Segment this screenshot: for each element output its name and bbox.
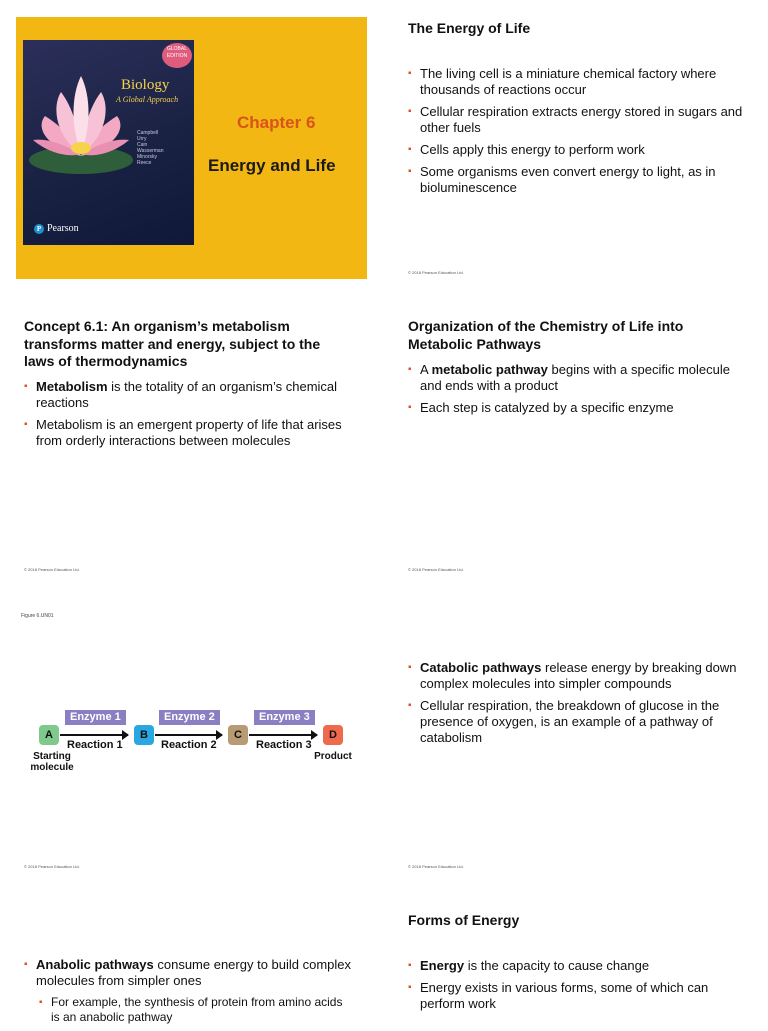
copyright-footer: © 2018 Pearson Education Ltd. [408, 567, 464, 572]
enzyme-1-label: Enzyme 1 [65, 710, 126, 725]
molecule-a-node: A [39, 725, 59, 745]
publisher-name: Pearson [47, 223, 79, 234]
slide-title: Concept 6.1: An organism’s metabolism transforms matter and energy, subject to the laws of thermodynamics [24, 318, 321, 369]
bullet-item: ▪ Each step is catalyzed by a specific enzyme [408, 400, 738, 416]
copyright-footer: © 2018 Pearson Education Ltd. [24, 567, 80, 572]
slide-energy-of-life [408, 20, 748, 202]
slide-title: The Energy of Life [408, 20, 531, 36]
bullet-item: ▪ Cellular respiration, the breakdown of glucose in the presence of oxygen, is an example of a pathway of catabolism [408, 698, 738, 746]
bullet-list [408, 958, 738, 1012]
slide-catabolic-pathways [408, 660, 738, 752]
molecule-c-node: C [228, 725, 248, 745]
copyright-footer: © 2018 Pearson Education Ltd. [408, 864, 464, 869]
bullet-item: ▪ Energy exists in various forms, some of which can perform work [408, 980, 738, 1012]
global-edition-badge: GLOBAL EDITION [162, 43, 192, 68]
pearson-icon: P [34, 224, 44, 234]
bullet-list [24, 379, 354, 449]
metabolic-pathway-diagram [18, 700, 358, 782]
figure-label: Figure 6.UN01 [21, 613, 54, 619]
reaction-3-label: Reaction 3 [256, 739, 312, 751]
bullet-item: ▪ Catabolic pathways release energy by breaking down complex molecules into simpler compounds [408, 660, 738, 692]
molecule-b-node: B [134, 725, 154, 745]
bullet-item: ▪ Energy is the capacity to cause change [408, 958, 738, 974]
reaction-arrow [249, 734, 317, 736]
publisher-logo [34, 223, 79, 234]
product-label: Product [314, 751, 352, 762]
bullet-list [408, 362, 738, 416]
bullet-list [408, 660, 738, 746]
slide-title: Organization of the Chemistry of Life into Metabolic Pathways [408, 318, 684, 352]
book-authors: Campbell Urry Cain Wasserman Minorsky Reece [137, 130, 164, 166]
book-subtitle: A Global Approach [116, 95, 179, 104]
reaction-1-label: Reaction 1 [67, 739, 123, 751]
book-cover [23, 40, 194, 245]
reaction-arrow [155, 734, 222, 736]
bullet-item: ▪ Cells apply this energy to perform work [408, 142, 748, 158]
enzyme-2-label: Enzyme 2 [159, 710, 220, 725]
starting-molecule-label: Starting molecule [30, 751, 74, 773]
book-title: Biology [121, 77, 170, 93]
bullet-item: ▪ Anabolic pathways consume energy to build complex molecules from simpler ones [24, 957, 354, 989]
bullet-item: ▪ Metabolism is the totality of an organism’s chemical reactions [24, 379, 354, 411]
slide-metabolic-pathways [408, 318, 738, 422]
chapter-number: Chapter 6 [237, 113, 316, 132]
water-lily-image [27, 68, 135, 180]
slide-concept-6-1 [24, 318, 354, 455]
chapter-title: Energy and Life [208, 156, 336, 175]
enzyme-3-label: Enzyme 3 [254, 710, 315, 725]
slide-anabolic-pathways [24, 957, 354, 1031]
bullet-item: ▪ Some organisms even convert energy to light, as in bioluminescence [408, 164, 748, 196]
molecule-d-node: D [323, 725, 343, 745]
bullet-list [408, 66, 748, 196]
bullet-item: ▪ The living cell is a miniature chemical factory where thousands of reactions occur [408, 66, 748, 98]
reaction-arrow [60, 734, 128, 736]
slide-title: Forms of Energy [408, 912, 520, 928]
bullet-list [24, 957, 354, 1025]
copyright-footer: © 2018 Pearson Education Ltd. [408, 270, 464, 275]
bullet-item: ▪ Metabolism is an emergent property of life that arises from orderly interactions between molecules [24, 417, 354, 449]
bullet-item: ▪ A metabolic pathway begins with a specific molecule and ends with a product [408, 362, 738, 394]
reaction-2-label: Reaction 2 [161, 739, 217, 751]
sub-bullet-item: ▪ For example, the synthesis of protein from amino acids is an anabolic pathway [39, 995, 354, 1025]
copyright-footer: © 2018 Pearson Education Ltd. [24, 864, 80, 869]
bullet-item: ▪ Cellular respiration extracts energy stored in sugars and other fuels [408, 104, 748, 136]
title-slide [16, 17, 367, 279]
slide-forms-of-energy [408, 912, 738, 1018]
